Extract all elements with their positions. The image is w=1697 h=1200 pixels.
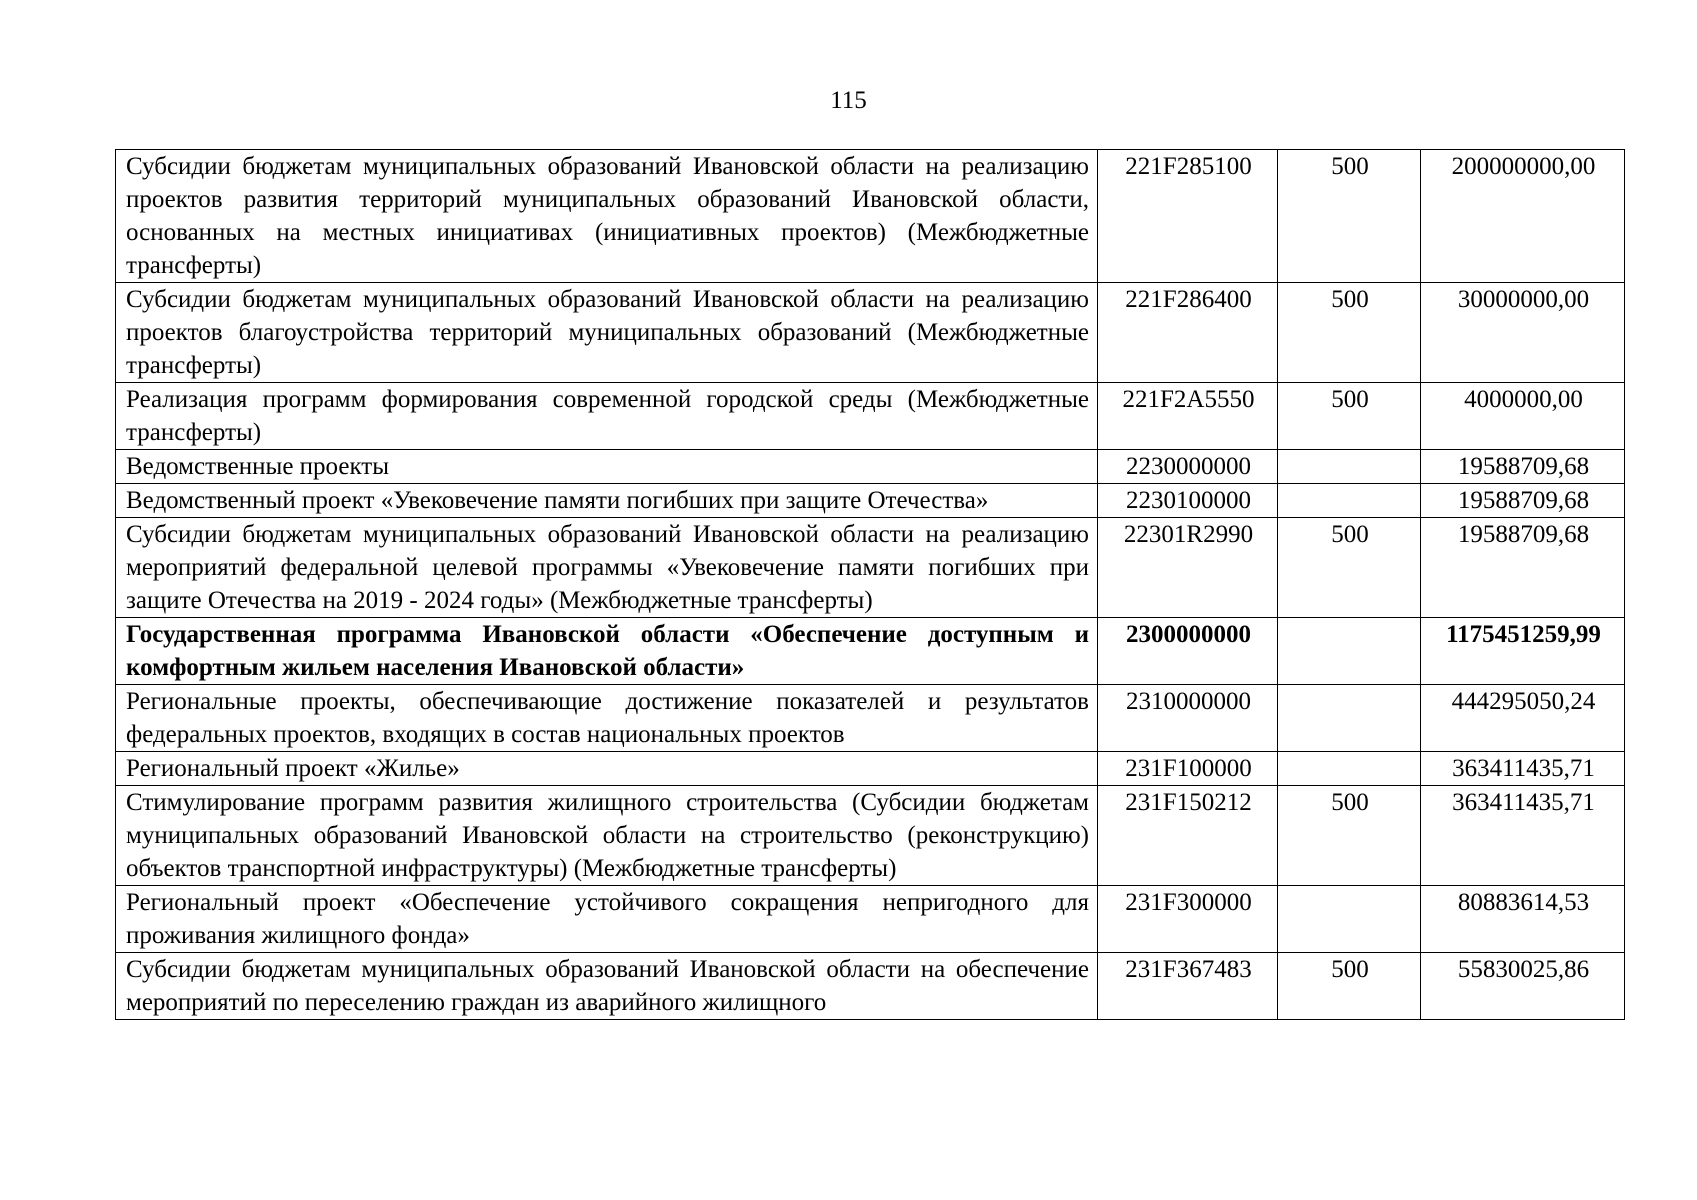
row-sum: 1175451259,99 [1421,618,1625,685]
row-sum: 55830025,86 [1421,953,1625,1020]
row-name: Стимулирование программ развития жилищного строительства (Субсидии бюджетам муниципальных образований Ивановской области на строительство (реконструкцию) объектов транспортной инфраструктуры) (Межбюджетные трансферты) [116,786,1098,886]
row-expense-type: 500 [1278,283,1421,383]
row-expense-type [1278,618,1421,685]
row-expense-type [1278,484,1421,518]
row-sum: 30000000,00 [1421,283,1625,383]
row-code: 231F367483 [1098,953,1278,1020]
row-sum: 363411435,71 [1421,752,1625,786]
row-sum: 19588709,68 [1421,450,1625,484]
table-row [116,383,1625,450]
row-name: Ведомственные проекты [116,450,1098,484]
table-row-program-heading [116,618,1625,685]
row-name: Субсидии бюджетам муниципальных образований Ивановской области на реализацию мероприятий федеральной целевой программы «Увековечение памяти погибших при защите Отечества на 2019 - 2024 годы» (Межбюджетные трансферты) [116,518,1098,618]
row-code: 231F150212 [1098,786,1278,886]
row-sum: 363411435,71 [1421,786,1625,886]
row-name: Ведомственный проект «Увековечение памяти погибших при защите Отечества» [116,484,1098,518]
row-sum: 444295050,24 [1421,685,1625,752]
row-name: Региональный проект «Жилье» [116,752,1098,786]
row-expense-type [1278,450,1421,484]
row-name: Региональные проекты, обеспечивающие достижение показателей и результатов федеральных проектов, входящих в состав национальных проектов [116,685,1098,752]
table-row [116,450,1625,484]
table-row [116,283,1625,383]
row-expense-type: 500 [1278,518,1421,618]
row-expense-type [1278,752,1421,786]
row-name: Государственная программа Ивановской области «Обеспечение доступным и комфортным жильем населения Ивановской области» [116,618,1098,685]
table-row [116,786,1625,886]
row-sum: 80883614,53 [1421,886,1625,953]
row-expense-type: 500 [1278,150,1421,283]
row-name: Региональный проект «Обеспечение устойчивого сокращения непригодного для проживания жилищного фонда» [116,886,1098,953]
budget-table [115,149,1625,1020]
row-expense-type: 500 [1278,953,1421,1020]
row-code: 2230000000 [1098,450,1278,484]
row-code: 221F286400 [1098,283,1278,383]
row-code: 2300000000 [1098,618,1278,685]
table-row [116,752,1625,786]
table-row [116,953,1625,1020]
table-row [116,150,1625,283]
row-code: 231F300000 [1098,886,1278,953]
row-code: 221F285100 [1098,150,1278,283]
table-row [116,518,1625,618]
row-expense-type [1278,886,1421,953]
table-row [116,685,1625,752]
row-expense-type: 500 [1278,383,1421,450]
row-name: Субсидии бюджетам муниципальных образований Ивановской области на обеспечение мероприятий по переселению граждан из аварийного жилищного [116,953,1098,1020]
row-sum: 19588709,68 [1421,518,1625,618]
row-code: 2230100000 [1098,484,1278,518]
row-code: 2310000000 [1098,685,1278,752]
row-code: 231F100000 [1098,752,1278,786]
row-name: Субсидии бюджетам муниципальных образований Ивановской области на реализацию проектов благоустройства территорий муниципальных образований (Межбюджетные трансферты) [116,283,1098,383]
row-sum: 200000000,00 [1421,150,1625,283]
row-code: 221F2A5550 [1098,383,1278,450]
row-sum: 4000000,00 [1421,383,1625,450]
row-sum: 19588709,68 [1421,484,1625,518]
budget-table-body [116,150,1625,1020]
row-name: Субсидии бюджетам муниципальных образований Ивановской области на реализацию проектов развития территорий муниципальных образований Ивановской области, основанных на местных инициативах (инициативных проектов) (Межбюджетные трансферты) [116,150,1098,283]
row-expense-type [1278,685,1421,752]
row-code: 22301R2990 [1098,518,1278,618]
row-expense-type: 500 [1278,786,1421,886]
table-row [116,886,1625,953]
page-number: 115 [830,87,867,114]
table-row [116,484,1625,518]
row-name: Реализация программ формирования современной городской среды (Межбюджетные трансферты) [116,383,1098,450]
